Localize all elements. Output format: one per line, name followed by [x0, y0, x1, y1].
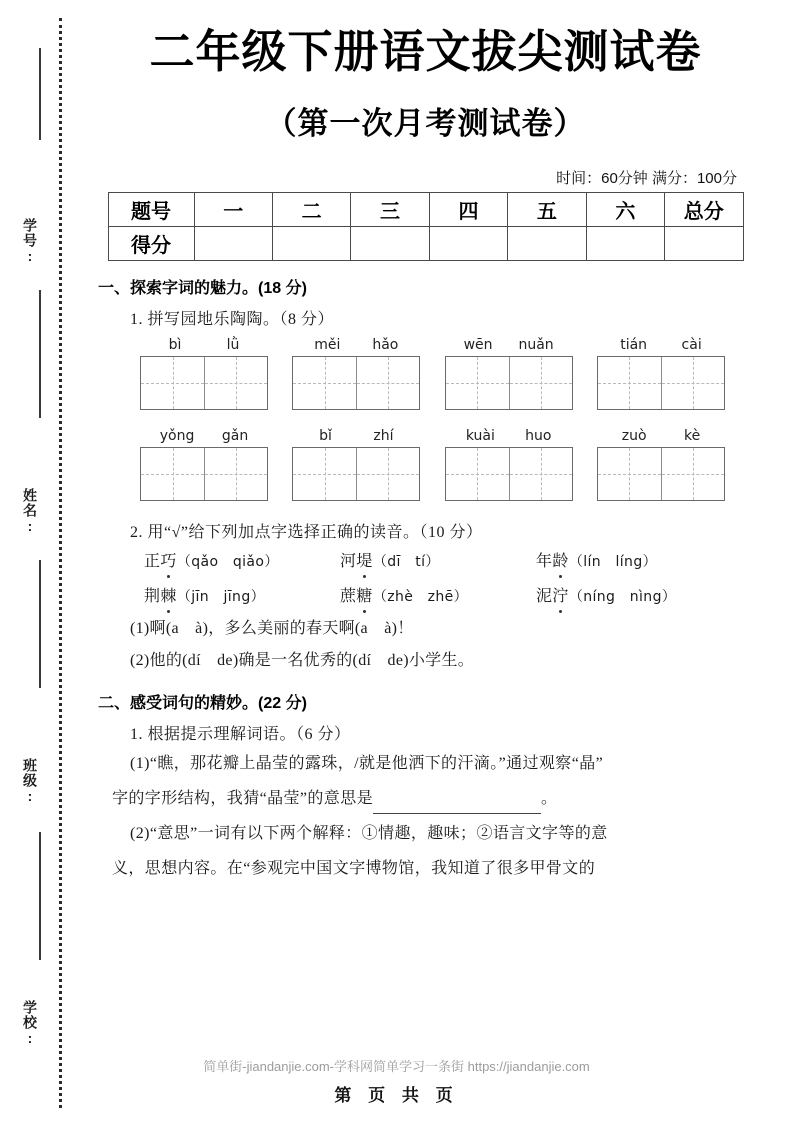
para-text-end: 。 [541, 789, 558, 807]
choice-word-prefix: 泥 [536, 587, 553, 605]
score-cell-4[interactable] [429, 226, 507, 260]
seal-label-student-id: 学号: [22, 218, 38, 265]
writing-grid[interactable] [292, 356, 420, 410]
seal-rule-1 [39, 48, 41, 140]
score-cell-total[interactable] [665, 226, 743, 260]
page-subtitle: （第一次月考测试卷） [265, 105, 586, 141]
section-2-q1-title: 1. 根据提示理解词语。（6 分） [130, 725, 351, 743]
pinyin-label [292, 428, 420, 444]
writing-cell[interactable] [293, 448, 356, 500]
seal-label-name: 姓名: [22, 488, 38, 535]
seal-label-class: 班级: [22, 758, 38, 805]
pinyin-label [445, 337, 573, 353]
choice-word-dotted: 龄 [552, 548, 568, 571]
writing-cell[interactable] [598, 357, 661, 409]
choice-word-prefix: 正 [144, 552, 161, 570]
seal-rule-3 [39, 560, 41, 688]
writing-grid[interactable] [597, 356, 725, 410]
score-table-col-1: 一 [194, 192, 272, 226]
pinyin-syllable: gǎn [221, 427, 249, 444]
pinyin-grid-item[interactable] [140, 428, 268, 501]
choice-options[interactable]: （dī tí） [372, 553, 440, 570]
score-table-row-label: 题号 [108, 192, 194, 226]
score-table-col-6: 六 [586, 192, 664, 226]
score-table-col-5: 五 [508, 192, 586, 226]
pinyin-syllable: bǐ [319, 427, 332, 444]
pinyin-grid-item[interactable] [445, 428, 573, 501]
score-cell-6[interactable] [586, 226, 664, 260]
section-1-heading: 一、探索字词的魅力。(18 分) [98, 279, 307, 297]
writing-grid[interactable] [140, 356, 268, 410]
pronunciation-choice-row-1 [144, 548, 755, 571]
choice-item[interactable] [536, 548, 732, 571]
writing-cell[interactable] [598, 448, 661, 500]
pinyin-syllable: bì [168, 336, 182, 353]
section-1-q1-title: 1. 拼写园地乐陶陶。（8 分） [130, 310, 335, 328]
pinyin-syllable: wēn [463, 336, 493, 353]
writing-cell[interactable] [141, 357, 204, 409]
pinyin-syllable: hǎo [372, 336, 399, 353]
writing-cell[interactable] [661, 448, 724, 500]
pinyin-label [140, 428, 268, 444]
score-table-col-total: 总分 [665, 192, 743, 226]
choice-item[interactable] [144, 583, 340, 606]
score-table-col-4: 四 [429, 192, 507, 226]
score-cell-3[interactable] [351, 226, 429, 260]
pinyin-label [597, 428, 725, 444]
pinyin-grid-item[interactable] [292, 337, 420, 410]
section-2-heading: 二、感受词句的精妙。(22 分) [98, 694, 307, 712]
writing-cell[interactable] [509, 448, 572, 500]
writing-grid[interactable] [140, 447, 268, 501]
pinyin-syllable: cài [681, 336, 702, 353]
answer-blank[interactable] [373, 799, 541, 814]
writing-grid[interactable] [445, 356, 573, 410]
choice-word-prefix: 蔗 [340, 587, 357, 605]
pinyin-grid-item[interactable] [597, 428, 725, 501]
writing-cell[interactable] [661, 357, 724, 409]
page-footer [0, 1056, 793, 1106]
choice-word-dotted: 巧 [160, 548, 176, 571]
score-table-col-2: 二 [272, 192, 350, 226]
seal-margin [0, 0, 96, 1122]
pinyin-grid-item[interactable] [445, 337, 573, 410]
writing-cell[interactable] [509, 357, 572, 409]
choice-options[interactable]: （qǎo qiǎo） [176, 553, 279, 570]
writing-cell[interactable] [446, 357, 509, 409]
table-row [108, 192, 743, 226]
seal-rule-4 [39, 832, 41, 960]
section-1-q2-title: 2. 用“√”给下列加点字选择正确的读音。（10 分） [130, 523, 483, 541]
choice-item[interactable] [340, 583, 536, 606]
choice-word-prefix: 年 [536, 552, 553, 570]
page-title: 二年级下册语文拔尖测试卷 [149, 26, 702, 77]
choice-item[interactable] [536, 583, 732, 606]
choice-item[interactable] [340, 548, 536, 571]
para-text: 字的字形结构，我猜“晶莹”的意思是 [112, 789, 374, 807]
choice-options[interactable]: （níng nìng） [568, 588, 677, 605]
seal-label-school: 学校: [22, 1000, 38, 1047]
choice-options[interactable]: （lín líng） [568, 553, 658, 570]
score-table [108, 192, 744, 261]
choice-item[interactable] [144, 548, 340, 571]
writing-grid[interactable] [597, 447, 725, 501]
pinyin-grid-row-2 [140, 428, 725, 501]
seal-dashed-line [59, 18, 62, 1108]
pinyin-label [445, 428, 573, 444]
writing-cell[interactable] [141, 448, 204, 500]
pinyin-grid-item[interactable] [597, 337, 725, 410]
pinyin-syllable: nuǎn [518, 336, 554, 353]
pinyin-syllable: zuò [621, 427, 647, 444]
writing-grid[interactable] [292, 447, 420, 501]
writing-cell[interactable] [204, 357, 267, 409]
writing-cell[interactable] [356, 357, 419, 409]
choice-word-dotted: 泞 [552, 583, 568, 606]
pronunciation-sentence-1[interactable]: (1)啊(a à)，多么美丽的春天啊(a à)！ [130, 619, 414, 637]
writing-cell[interactable] [356, 448, 419, 500]
pinyin-grid-item[interactable] [140, 337, 268, 410]
score-table-row-label: 得分 [108, 226, 194, 260]
pinyin-label [140, 337, 268, 353]
section-2-q1-para2-line2: 义，思想内容。在“参观完中国文字博物馆，我知道了很多甲骨文的 [112, 860, 596, 878]
writing-cell[interactable] [204, 448, 267, 500]
pinyin-label [597, 337, 725, 353]
choice-word-prefix: 荆 [144, 587, 161, 605]
writing-cell[interactable] [293, 357, 356, 409]
section-2-q1-para2-line1: (2)“意思”一词有以下两个解释：①情趣，趣味；②语言文字等的意 [130, 825, 608, 843]
score-table-col-3: 三 [351, 192, 429, 226]
exam-meta-info: 时间：60分钟 满分：100分 [556, 169, 737, 187]
pinyin-syllable: huo [525, 427, 552, 444]
pronunciation-sentence-2[interactable]: (2)他的(dí de)确是一名优秀的(dí de)小学生。 [130, 651, 475, 669]
section-2-q1-para1-line2 [112, 783, 755, 814]
pinyin-grid-item[interactable] [292, 428, 420, 501]
footer-source-text: 简单街-jiandanjie.com-学科网简单学习一条街 https://jiandanjie.com [203, 1059, 590, 1074]
score-cell-2[interactable] [272, 226, 350, 260]
writing-cell[interactable] [446, 448, 509, 500]
pinyin-syllable: měi [314, 336, 341, 353]
choice-word-dotted: 糖 [356, 583, 372, 606]
choice-options[interactable]: （jīn jīng） [176, 588, 266, 605]
pinyin-label [292, 337, 420, 353]
pinyin-syllable: yǒng [159, 427, 195, 444]
choice-word-dotted: 堤 [356, 548, 372, 571]
exam-page [96, 0, 793, 1122]
pinyin-syllable: kè [684, 427, 701, 444]
section-2-q1-para1-line1: (1)“瞧，那花瓣上晶莹的露珠，/就是他洒下的汗滴。”通过观察“晶” [130, 754, 604, 772]
pinyin-syllable: tián [620, 336, 648, 353]
writing-grid[interactable] [445, 447, 573, 501]
pinyin-syllable: kuài [465, 427, 495, 444]
pronunciation-choice-row-2 [144, 583, 755, 606]
seal-rule-2 [39, 290, 41, 418]
score-cell-1[interactable] [194, 226, 272, 260]
table-row [108, 226, 743, 260]
footer-page-number: 第 页 共 页 [334, 1086, 459, 1105]
choice-word-dotted: 棘 [160, 583, 176, 606]
pinyin-syllable: lǜ [226, 336, 240, 353]
choice-options[interactable]: （zhè zhē） [372, 588, 469, 605]
choice-word-prefix: 河 [340, 552, 357, 570]
pinyin-syllable: zhí [373, 427, 394, 444]
score-cell-5[interactable] [508, 226, 586, 260]
pinyin-grid-row-1 [140, 337, 725, 410]
